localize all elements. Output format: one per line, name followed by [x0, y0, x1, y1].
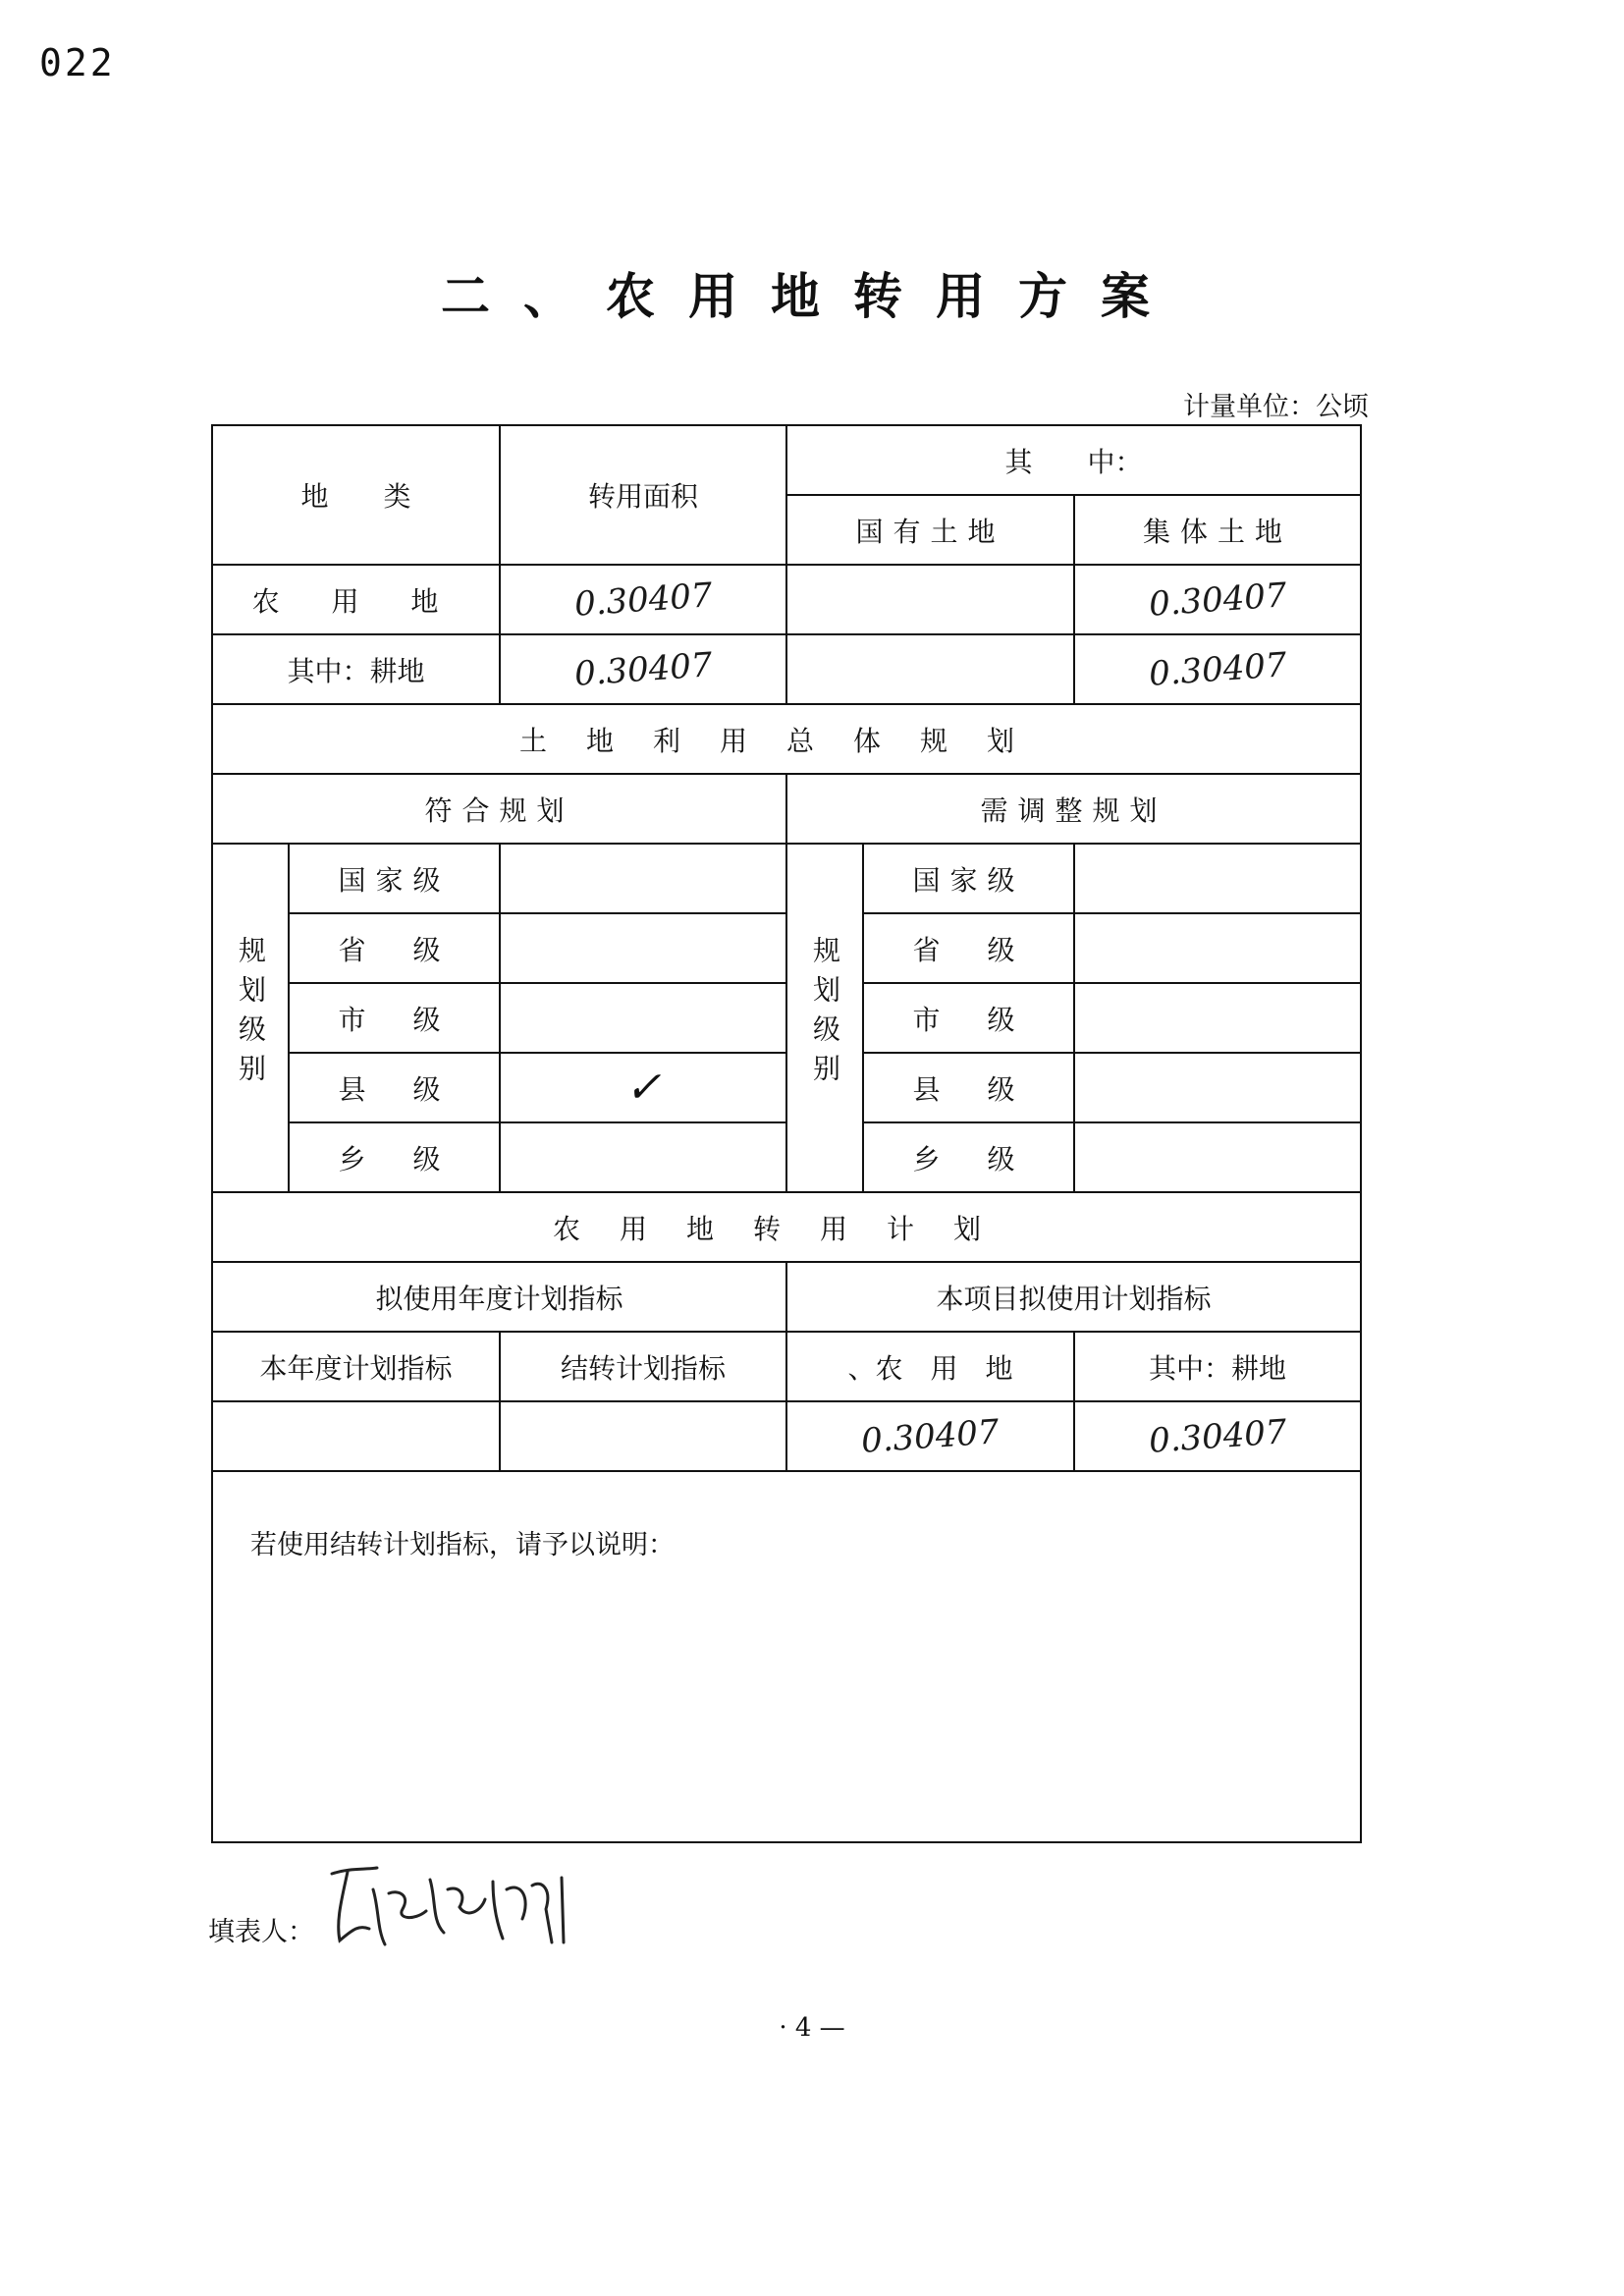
handwritten-value: 0.30407	[1147, 644, 1288, 694]
level-county: 县 级	[289, 1053, 500, 1122]
handwritten-value: 0.30407	[572, 644, 714, 694]
plan-section-title: 土地利用总体规划	[212, 704, 1361, 774]
check-icon: ✓	[624, 1063, 662, 1113]
level-national: 国家级	[863, 844, 1074, 913]
collective-cell	[1074, 634, 1361, 704]
farmland-value	[786, 1401, 1074, 1471]
conversion-plan-title: 农用地转用计划	[212, 1192, 1361, 1262]
header-state-land: 国有土地	[786, 495, 1074, 565]
level-provincial: 省 级	[289, 913, 500, 983]
unit-label: 计量单位：公顷	[1183, 392, 1369, 422]
adjust-mark	[1074, 844, 1361, 913]
row-farmland	[212, 565, 1361, 634]
state-cell	[786, 634, 1074, 704]
annual-indicator-header: 拟使用年度计划指标	[212, 1262, 786, 1332]
filler-label: 填表人：	[208, 1917, 314, 1947]
carryover-note-label: 若使用结转计划指标，请予以说明：	[250, 1530, 675, 1560]
level-provincial: 省 级	[863, 913, 1074, 983]
area-cell	[500, 565, 786, 634]
adjust-mark	[1074, 983, 1361, 1053]
page-footer: · 4 —	[779, 2013, 845, 2043]
handwritten-value: 0.30407	[572, 574, 714, 625]
level-national: 国家级	[289, 844, 500, 913]
arable-header: 其中：耕地	[1074, 1332, 1361, 1401]
conform-plan-header: 符合规划	[212, 774, 786, 844]
plan-level-label-left: 规划级别	[212, 844, 289, 1192]
carryover-indicator-header: 结转计划指标	[500, 1332, 786, 1401]
conversion-form-table	[211, 424, 1362, 1843]
project-indicator-header: 本项目拟使用计划指标	[786, 1262, 1361, 1332]
header-of-which: 其 中：	[786, 425, 1361, 495]
conform-mark	[500, 844, 786, 913]
level-township: 乡 级	[289, 1122, 500, 1192]
level-township: 乡 级	[863, 1122, 1074, 1192]
header-land-type: 地 类	[212, 425, 500, 565]
level-municipal: 市 级	[863, 983, 1074, 1053]
conform-mark	[500, 913, 786, 983]
adjust-plan-header: 需调整规划	[786, 774, 1361, 844]
header-collective-land: 集体土地	[1074, 495, 1361, 565]
collective-cell	[1074, 565, 1361, 634]
conform-mark	[500, 1053, 786, 1122]
row-label: 其中：耕地	[212, 634, 500, 704]
filler-row	[208, 1860, 585, 1948]
arable-value	[1074, 1401, 1361, 1471]
this-year-value	[212, 1401, 500, 1471]
header-converted-area: 转用面积	[500, 425, 786, 565]
signature-icon	[320, 1860, 585, 1948]
conform-mark	[500, 1122, 786, 1192]
page-title: 二、农用地转用方案	[441, 268, 1183, 325]
level-county: 县 级	[863, 1053, 1074, 1122]
handwritten-value: 0.30407	[1147, 574, 1288, 625]
this-year-indicator-header: 本年度计划指标	[212, 1332, 500, 1401]
conform-mark	[500, 983, 786, 1053]
area-cell	[500, 634, 786, 704]
carryover-value	[500, 1401, 786, 1471]
row-arable	[212, 634, 1361, 704]
farmland-header: 、农 用 地	[786, 1332, 1074, 1401]
state-cell	[786, 565, 1074, 634]
adjust-mark	[1074, 1053, 1361, 1122]
level-municipal: 市 级	[289, 983, 500, 1053]
carryover-note-box	[212, 1471, 1361, 1842]
adjust-mark	[1074, 1122, 1361, 1192]
plan-level-label-right: 规划级别	[786, 844, 863, 1192]
handwritten-value: 0.30407	[1147, 1411, 1288, 1461]
handwritten-value: 0.30407	[859, 1411, 1001, 1461]
row-label: 农 用 地	[212, 565, 500, 634]
adjust-mark	[1074, 913, 1361, 983]
document-number: 022	[39, 41, 116, 84]
